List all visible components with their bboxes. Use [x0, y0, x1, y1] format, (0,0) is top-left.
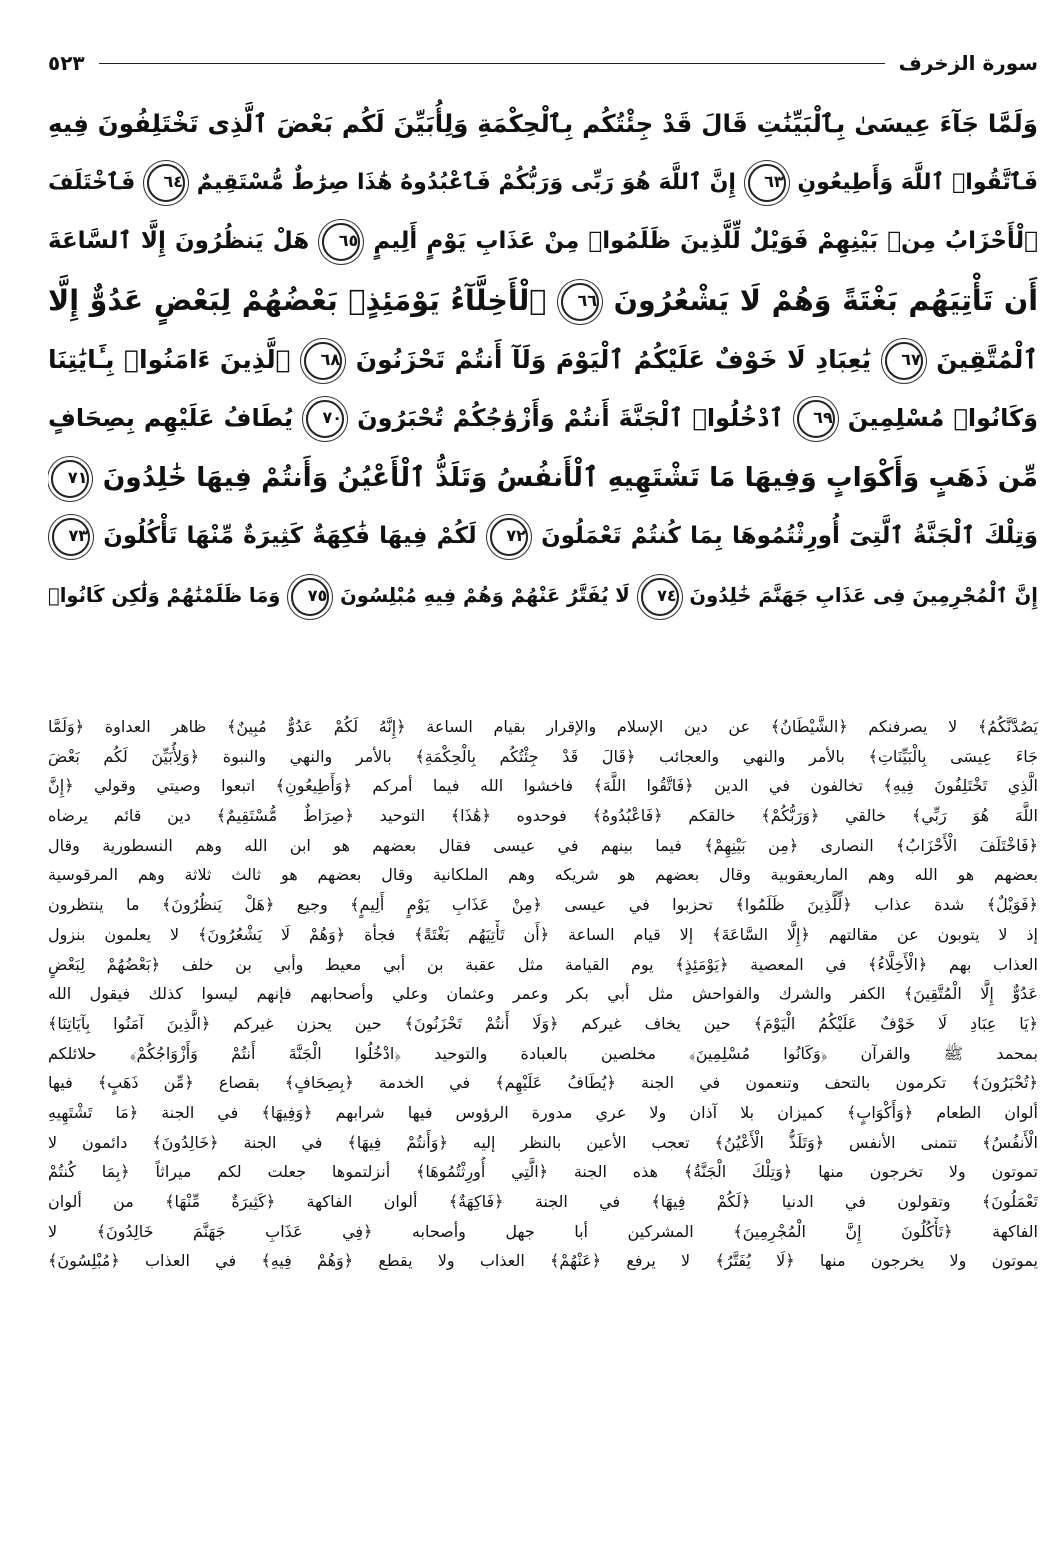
mushaf-page [48, 40, 1038, 1510]
quran-line [48, 389, 1038, 448]
ayah-text: وَمَا ظَلَمْنَٰهُمْ وَلَٰكِن كَانُوا۟ [48, 584, 281, 607]
ayah-text: إِنَّ ٱللَّهَ هُوَ رَبِّى وَرَبُّكُمْ فَٱعْبُدُوهُ هَٰذَا صِرَٰطٌ مُّسْتَقِيمٌ [196, 170, 736, 195]
ayah-number-marker: ٧٣ [52, 518, 90, 556]
ayah-number-marker: ٦٥ [322, 223, 360, 261]
ayah-number-marker: ٦٨ [304, 342, 342, 380]
page-number: ٥٢٣ [48, 51, 85, 75]
tafsir-line: ﴿تُحْبَرُونَ﴾ تكرمون بالتحف وتنعمون في الجنة ﴿يُطَافُ عَلَيْهِم﴾ في الخدمة ﴿بِصِحَافٍ﴾ بقصاع ﴿مِّن ذَهَبٍ﴾ فيها [48, 1073, 1038, 1093]
ayah-text: فَٱخْتَلَفَ [48, 170, 136, 195]
ayah-text: لَكُمْ فِيهَا فَٰكِهَةٌ كَثِيرَةٌ مِّنْهَا تَأْكُلُونَ [103, 523, 477, 549]
ayah-text: إِنَّ ٱلْمُجْرِمِينَ فِى عَذَابِ جَهَنَّمَ خَٰلِدُونَ [689, 584, 1038, 607]
tafsir-line: ﴿فَاخْتَلَفَ الْأَحْزَابُ﴾ النصارى ﴿مِن بَيْنِهِمْ﴾ فيما بينهم في عيسى فقال بعضهم هو ابن الله وهم النسطورية وقال [48, 835, 1038, 855]
tafsir-line: ألوان الطعام ﴿وَأَكْوَابٍ﴾ كميزان بلا آذان ولا عري مدورة الرؤوس فيها شرابهم ﴿وَفِيهَا﴾ في الجنة ﴿مَا تَشْتَهِيهِ [48, 1102, 1038, 1122]
tafsir-line: يموتون ولا يخرجون منها ﴿لَا يُفَتَّرُ﴾ لا يرفع ﴿عَنْهُمْ﴾ العذاب ولا يقطع ﴿وَهُمْ فِيهِ﴾ في العذاب ﴿مُبْلِسُونَ﴾ [48, 1251, 1038, 1271]
tafsir-line: تَعْمَلُونَ﴾ وتقولون في الدنيا ﴿لَكُمْ فِيهَا﴾ في الجنة ﴿فَاكِهَةٌ﴾ ألوان الفاكهة ﴿كَثِيرَةٌ مِّنْهَا﴾ من ألوان [48, 1192, 1038, 1211]
ayah-number-marker: ٦٣ [748, 164, 786, 202]
ayah-number-marker: ٦٩ [797, 400, 835, 438]
ayah-text: يُطَافُ عَلَيْهِم بِصِحَافٍ [48, 404, 293, 432]
section-gap [48, 684, 1038, 712]
tafsir-line: العذاب بهم ﴿الْأَخِلَّاءُ﴾ في المعصية ﴿يَوْمَئِذٍ﴾ يوم القيامة مثل عقبة بن أبي معيط وأبي بن خلف ﴿بَعْضُهُمْ لِبَعْضٍ [48, 954, 1038, 974]
tafsir-line: الَّذِي تَخْتَلِفُونَ فِيهِ﴾ تخالفون في الدين ﴿فَاتَّقُوا اللَّهَ﴾ فاخشوا الله فيما أمركم ﴿وَأَطِيعُونِ﴾ اتبعوا وصيتي وقولي ﴿إِنَّ [48, 776, 1038, 796]
ayah-text: يَٰعِبَادِ لَا خَوْفٌ عَلَيْكُمُ ٱلْيَوْمَ وَلَآ أَنتُمْ تَحْزَنُونَ [355, 345, 872, 374]
ayah-text: هَلْ يَنظُرُونَ إِلَّا ٱلسَّاعَةَ [48, 228, 310, 254]
ayah-text: ٱدْخُلُوا۟ ٱلْجَنَّةَ أَنتُمْ وَأَزْوَٰجُكُمْ تُحْبَرُونَ [357, 404, 784, 432]
ayah-number-marker: ٦٧ [885, 342, 923, 380]
tafsir-line: الفاكهة ﴿تَأْكُلُونَ إِنَّ الْمُجْرِمِينَ﴾ المشركين أبا جهل وأصحابه ﴿فِي عَذَابِ جَهَنَّمَ خَالِدُونَ﴾ لا [48, 1221, 1038, 1241]
quran-line [48, 330, 1038, 389]
ayah-number-marker: ٧٥ [291, 578, 329, 616]
ayah-text: وَكَانُوا۟ مُسْلِمِينَ [847, 404, 1038, 432]
tafsir-line: إذ لا يتوبون عن مقالتهم ﴿إِلَّا السَّاعَةَ﴾ إلا قيام الساعة ﴿أَن تَأْتِيَهُم بَغْتَةً﴾ فجأة ﴿وَهُمْ لَا يَشْعُرُونَ﴾ لا يعلمون بنزول [48, 924, 1038, 944]
tafsir-line: يَصُدَّنَّكُمُ﴾ لا يصرفنكم ﴿الشَّيْطَانُ﴾ عن دين الإسلام والإقرار بقيام الساعة ﴿إِنَّهُ لَكُمْ عَدُوٌّ مُبِينٌ﴾ ظاهر العداوة ﴿وَلَمَّا [48, 717, 1038, 736]
ayah-text: ٱلَّذِينَ ءَامَنُوا۟ بِـَٔايَٰتِنَا [48, 345, 291, 374]
ayah-text: ٱلْمُتَّقِينَ [936, 345, 1038, 374]
tafsir-line: تموتون ولا تخرجون منها ﴿وَتِلْكَ الْجَنَّةُ﴾ هذه الجنة ﴿الَّتِي أُورِثْتُمُوهَا﴾ أنزلتموها جعلت لكم ميراثاً ﴿بِمَا كُنتُمْ [48, 1162, 1038, 1182]
quran-line [48, 153, 1038, 212]
page-header [48, 40, 1038, 86]
ayah-text: مِّن ذَهَبٍ وَأَكْوَابٍ وَفِيهَا مَا تَشْتَهِيهِ ٱلْأَنفُسُ وَتَلَذُّ ٱلْأَعْيُنُ وَأَنتُمْ فِيهَا خَٰلِدُونَ [102, 462, 1038, 493]
quran-line [48, 507, 1038, 566]
ayah-text: لَا يُفَتَّرُ عَنْهُمْ وَهُمْ فِيهِ مُبْلِسُونَ [340, 584, 630, 607]
tafsir-line: بعضهم هو الله وهم الماريعقوبية وقال بعضهم هو شريكه وهم الملكانية وقال بعضهم هو ثالث ثلاثة وهم المرقوسية [48, 865, 1038, 885]
ayah-number-marker: ٧٢ [490, 518, 528, 556]
tafsir-line: الْأَنفُسُ﴾ تتمنى الأنفس ﴿وَتَلَذُّ الْأَعْيُنُ﴾ تعجب الأعين بالنظر إليه ﴿وَأَنتُمْ فِيهَا﴾ في الجنة ﴿خَالِدُونَ﴾ دائمون لا [48, 1132, 1038, 1152]
quran-line [48, 566, 1038, 625]
tafsir-line: اللَّهَ هُوَ رَبِّي﴾ خالقي ﴿وَرَبُّكُمْ﴾ خالقكم ﴿فَاعْبُدُوهُ﴾ فوحدوه ﴿هَٰذَا﴾ التوحيد ﴿صِرَاطٌ مُّسْتَقِيمٌ﴾ دين قائم يرضاه [48, 806, 1038, 826]
tafsir-line: بمحمد ﷺ والقرآن ﴿وَكَانُوا مُسْلِمِينَ﴾ مخلصين بالعبادة والتوحيد ﴿ادْخُلُوا الْجَنَّةَ أَنتُمْ وَأَزْوَاجُكُمْ﴾ حلائلكم [48, 1043, 1038, 1063]
ayah-text: وَتِلْكَ ٱلْجَنَّةُ ٱلَّتِىٓ أُورِثْتُمُوهَا بِمَا كُنتُمْ تَعْمَلُونَ [541, 523, 1038, 549]
ayah-number-marker: ٧٠ [306, 400, 344, 438]
ayah-number-marker: ٧٤ [641, 578, 679, 616]
quran-text-block [48, 94, 1038, 684]
header-rule [99, 63, 885, 64]
quran-line [48, 94, 1038, 153]
ayah-text: وَلَمَّا جَآءَ عِيسَىٰ بِٱلْبَيِّنَٰتِ قَالَ قَدْ جِئْتُكُم بِٱلْحِكْمَةِ وَلِأُبَيِّنَ لَكُم بَعْضَ ٱلَّذِى تَخْتَلِفُونَ فِيهِ [48, 109, 1038, 138]
tafsir-text-block [48, 712, 1038, 1512]
surah-title: سورة الزخرف [898, 51, 1038, 75]
ayah-text: فَٱتَّقُوا۟ ٱللَّهَ وَأَطِيعُونِ [797, 170, 1038, 195]
tafsir-line: ﴿يَا عِبَادِ لَا خَوْفٌ عَلَيْكُمُ الْيَوْمَ﴾ حين يخاف غيركم ﴿وَلَا أَنتُمْ تَحْزَنُونَ﴾ حين يحزن غيركم ﴿الَّذِينَ آمَنُوا بِآيَاتِنَا﴾ [48, 1013, 1038, 1033]
ayah-text: أَن تَأْتِيَهُم بَغْتَةً وَهُمْ لَا يَشْعُرُونَ [613, 284, 1038, 317]
tafsir-line: ﴿فَوَيْلٌ﴾ شدة عذاب ﴿لِّلَّذِينَ ظَلَمُوا﴾ تحزبوا في عيسى ﴿مِنْ عَذَابِ يَوْمٍ أَلِيمٍ﴾ وجيع ﴿هَلْ يَنظُرُونَ﴾ ما ينتظرون [48, 895, 1038, 915]
quran-line [48, 271, 1038, 330]
ayah-number-marker: ٦٦ [561, 283, 599, 321]
quran-line [48, 448, 1038, 507]
ayah-text: ٱلْأَحْزَابُ مِنۢ بَيْنِهِمْ فَوَيْلٌ لِّلَّذِينَ ظَلَمُوا۟ مِنْ عَذَابِ يَوْمٍ أَلِيمٍ [373, 228, 1038, 254]
ayah-number-marker: ٦٤ [147, 164, 185, 202]
ayah-text: ٱلْأَخِلَّآءُ يَوْمَئِذٍۭ بَعْضُهُمْ لِبَعْضٍ عَدُوٌّ إِلَّا [48, 284, 547, 317]
tafsir-line: جَاءَ عِيسَى بِالْبَيِّنَاتِ﴾ بالأمر والنهي والعجائب ﴿قَالَ قَدْ جِئْتُكُم بِالْحِكْمَةِ﴾ بالأمر والنهي والنبوة ﴿وَلِأُبَيِّنَ لَكُم بَعْضَ [48, 746, 1038, 766]
tafsir-line: عَدُوٌّ إِلَّا الْمُتَّقِينَ﴾ الكفر والشرك والفواحش مثل أبي بكر وعمر وعثمان وعلي وأصحابهم فإنهم ليسوا كذلك فيقول الله [48, 984, 1038, 1004]
ayah-number-marker: ٧١ [51, 460, 89, 498]
quran-line [48, 212, 1038, 271]
